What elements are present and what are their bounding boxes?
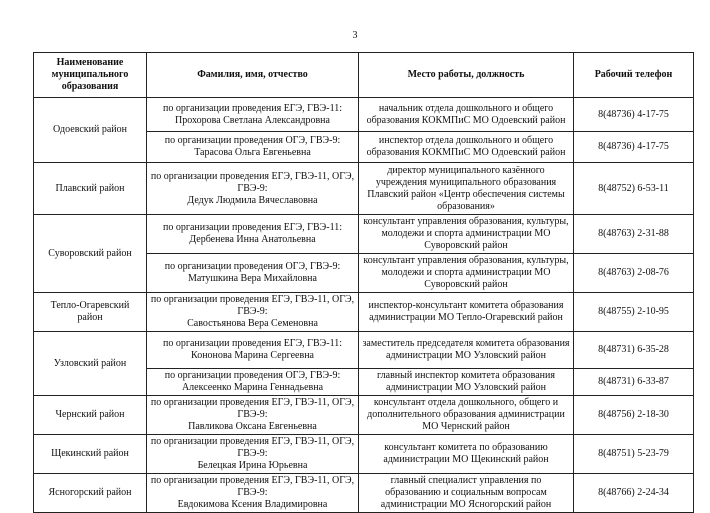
district-cell: Тепло-Огаревский район xyxy=(34,293,147,332)
workplace-cell: главный инспектор комитета образования администрации МО Узловский район xyxy=(359,369,574,396)
table-row xyxy=(34,474,694,513)
person-cell xyxy=(147,369,359,396)
table-row xyxy=(34,332,694,369)
district-cell: Суворовский район xyxy=(34,215,147,293)
phone-cell: 8(48763) 2-31-88 xyxy=(574,215,694,254)
workplace-cell: директор муниципального казённого учреждения муниципального образования Плавский район «Центр обеспечения системы образования» xyxy=(359,163,574,215)
workplace-cell: инспектор-консультант комитета образования администрации МО Тепло-Огаревский район xyxy=(359,293,574,332)
role-text: по организации проведения ОГЭ, ГВЭ-9: xyxy=(164,370,341,381)
person-cell xyxy=(147,293,359,332)
role-text: по организации проведения ЕГЭ, ГВЭ-11, ОГЭ, ГВЭ-9: xyxy=(150,397,355,420)
person-name: Кононова Марина Сергеевна xyxy=(191,350,314,361)
phone-cell: 8(48763) 2-08-76 xyxy=(574,254,694,293)
role-text: по организации проведения ЕГЭ, ГВЭ-11, ОГЭ, ГВЭ-9: xyxy=(150,294,355,317)
phone-cell: 8(48766) 2-24-34 xyxy=(574,474,694,513)
workplace-cell: главный специалист управления по образованию и социальным вопросам администрации МО Ясногорский район xyxy=(359,474,574,513)
phone-cell: 8(48755) 2-10-95 xyxy=(574,293,694,332)
workplace-cell: инспектор отдела дошкольного и общего образования КОКМПиС МО Одоевский район xyxy=(359,132,574,163)
person-cell xyxy=(147,132,359,163)
table-row xyxy=(34,215,694,254)
district-cell: Ясногорский район xyxy=(34,474,147,513)
table-row xyxy=(34,293,694,332)
phone-cell: 8(48756) 2-18-30 xyxy=(574,396,694,435)
person-name: Тарасова Ольга Евгеньевна xyxy=(194,147,311,158)
table-header-row xyxy=(34,53,694,98)
role-text: по организации проведения ОГЭ, ГВЭ-9: xyxy=(164,135,341,146)
person-name: Савостьянова Вера Семеновна xyxy=(187,318,318,329)
workplace-cell: консультант отдела дошкольного, общего и дополнительного образования администрации МО Чернский район xyxy=(359,396,574,435)
role-text: по организации проведения ОГЭ, ГВЭ-9: xyxy=(164,261,341,272)
person-cell xyxy=(147,396,359,435)
person-name: Евдокимова Ксения Владимировна xyxy=(177,499,328,510)
person-name: Павликова Оксана Евгеньевна xyxy=(188,421,317,432)
table-row xyxy=(34,435,694,474)
person-cell xyxy=(147,215,359,254)
table-row xyxy=(34,98,694,132)
district-cell: Плавский район xyxy=(34,163,147,215)
contacts-table xyxy=(33,52,694,513)
person-cell xyxy=(147,254,359,293)
district-cell: Узловский район xyxy=(34,332,147,396)
header-district: Наименование муниципального образования xyxy=(34,53,147,98)
person-name: Дербенева Инна Анатольевна xyxy=(189,234,316,245)
page-number: 3 xyxy=(352,30,358,41)
person-cell xyxy=(147,163,359,215)
workplace-cell: начальник отдела дошкольного и общего образования КОКМПиС МО Одоевский район xyxy=(359,98,574,132)
role-text: по организации проведения ЕГЭ, ГВЭ-11, ОГЭ, ГВЭ-9: xyxy=(150,436,355,459)
person-name: Белецкая Ирина Юрьевна xyxy=(197,460,308,471)
district-cell: Щекинский район xyxy=(34,435,147,474)
phone-cell: 8(48736) 4-17-75 xyxy=(574,132,694,163)
role-text: по организации проведения ЕГЭ, ГВЭ-11, ОГЭ, ГВЭ-9: xyxy=(150,170,355,194)
header-workplace: Место работы, должность xyxy=(359,53,574,98)
person-name: Алексеенко Марина Геннадьевна xyxy=(181,382,324,393)
phone-cell: 8(48731) 6-33-87 xyxy=(574,369,694,396)
phone-cell: 8(48736) 4-17-75 xyxy=(574,98,694,132)
phone-cell: 8(48752) 6-53-11 xyxy=(574,163,694,215)
person-name: Матушкина Вера Михайловна xyxy=(188,273,317,284)
role-text: по организации проведения ЕГЭ, ГВЭ-11: xyxy=(163,102,342,114)
workplace-cell: консультант управления образования, культуры, молодежи и спорта администрации МО Суворовский район xyxy=(359,254,574,293)
table-row xyxy=(34,396,694,435)
role-text: по организации проведения ЕГЭ, ГВЭ-11, ОГЭ, ГВЭ-9: xyxy=(150,475,355,498)
district-cell: Чернский район xyxy=(34,396,147,435)
phone-cell: 8(48751) 5-23-79 xyxy=(574,435,694,474)
header-phone: Рабочий телефон xyxy=(574,53,694,98)
person-cell xyxy=(147,332,359,369)
person-cell xyxy=(147,474,359,513)
phone-cell: 8(48731) 6-35-28 xyxy=(574,332,694,369)
workplace-cell: заместитель председателя комитета образования администрации МО Узловский район xyxy=(359,332,574,369)
person-name: Дедук Людмила Вячеславовна xyxy=(187,194,318,206)
role-text: по организации проведения ЕГЭ, ГВЭ-11: xyxy=(163,222,342,233)
table-row xyxy=(34,163,694,215)
header-person: Фамилия, имя, отчество xyxy=(147,53,359,98)
district-cell: Одоевский район xyxy=(34,98,147,163)
workplace-cell: консультант управления образования, культуры, молодежи и спорта администрации МО Суворовский район xyxy=(359,215,574,254)
person-name: Прохорова Светлана Александровна xyxy=(175,114,330,126)
person-cell xyxy=(147,435,359,474)
role-text: по организации проведения ЕГЭ, ГВЭ-11: xyxy=(163,338,342,349)
person-cell xyxy=(147,98,359,132)
workplace-cell: консультант комитета по образованию администрации МО Щекинский район xyxy=(359,435,574,474)
